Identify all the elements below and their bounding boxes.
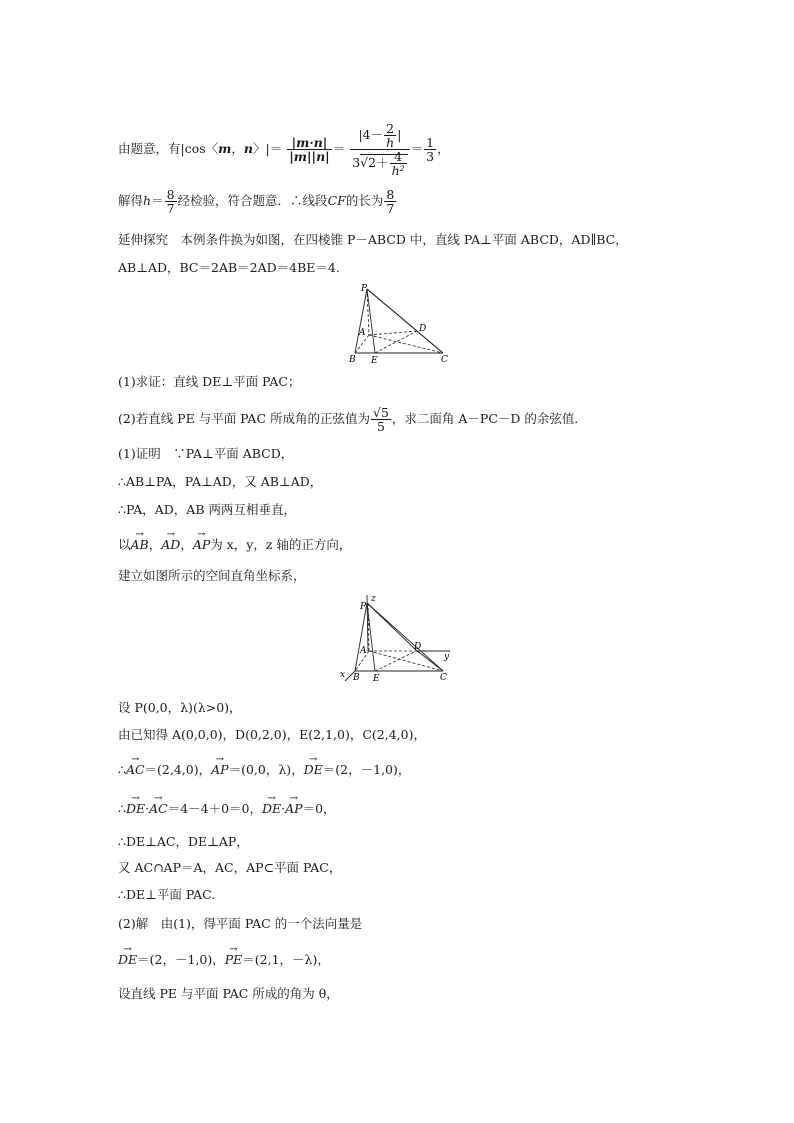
proof-line-4: 以→ AB，→ AD，→ AP为 x，y，z 轴的正方向， [118,537,351,553]
proof-line-6: 设 P(0,0，λ)(λ>0)， [118,700,242,715]
solve-h-line: 解得h＝ $\frac{8}{7}$ 经检验，符合题意．∴线段CF的长为 $\frac{8}{7}$ [118,187,395,216]
proof-line-8: ∴→ AC＝(2,4,0)，→ AP＝(0,0，λ)，→ DE＝(2，－1,0)， [118,762,410,778]
solution-line-2: → DE＝(2，－1,0)，→ PE＝(2,1，－λ)， [118,952,330,968]
fraction-main: |4－ $\frac{2}{h}$ | 3√2＋ $\frac{4}{\text{h²}}$ [350,122,409,177]
pyramid-figure-1 [345,283,455,365]
solution-line-3: 设直线 PE 与平面 PAC 所成的角为 θ， [118,986,339,1001]
fig2-label-z: z [371,594,376,604]
fig2-label-e: E [373,674,380,683]
extension-problem-line-1: 延伸探究 本例条件换为如图，在四棱锥 P－ABCD 中，直线 PA⊥平面 ABCD，AD∥BC， [118,232,628,247]
fig2-label-a: A [360,646,367,656]
fig2-label-p: P [360,602,367,612]
proof-line-7: 由已知得 A(0,0,0)，D(0,2,0)，E(2,1,0)，C(2,4,0)， [118,727,426,742]
proof-line-9: ∴→ DE·→ AC＝4－4＋0＝0，→ DE·→ AP＝0， [118,801,336,817]
proof-line-3: ∴PA，AD，AB 两两互相垂直， [118,502,296,517]
proof-line-2: ∴AB⊥PA，PA⊥AD，又 AB⊥AD， [118,474,323,489]
fig2-label-d: D [414,642,422,652]
extension-problem-line-2: AB⊥AD，BC＝2AB＝2AD＝4BE＝4. [118,260,340,275]
fraction-result: $\frac{1}{3}$ [426,135,435,164]
fig1-label-d: D [419,324,427,334]
fig1-label-a: A [359,328,366,338]
proof-line-10: ∴DE⊥AC，DE⊥AP， [118,834,249,849]
question-2: (2)若直线 PE 与平面 PAC 所成角的正弦值为 $\frac{√5}{5}$ ，求二面角 A－PC－D 的余弦值． [118,405,587,434]
formula-cos-line: 由题意，有|cos〈m，n〉|＝ $\frac{|m\cdot n|}{|m||n|}$ ＝ |4－ $\frac{2}{h}$ | 3√2＋ $\frac{4}{\text{h²}}$ ＝ $\frac{1}{3}$ ， [118,121,450,178]
fraction-mn: $\frac{|m\cdot n|}{|m||n|}$ [289,135,330,164]
fig1-label-p: P [361,284,368,294]
fig1-label-e: E [371,356,378,365]
proof-line-1: (1)证明 ∵PA⊥平面 ABCD， [118,446,294,461]
proof-line-5: 建立如图所示的空间直角坐标系， [118,568,306,583]
fig2-label-c: C [440,673,447,683]
fig2-label-x: x [340,670,346,680]
proof-line-12: ∴DE⊥平面 PAC. [118,887,216,902]
question-1: (1)求证：直线 DE⊥平面 PAC； [118,374,301,389]
fig1-label-c: C [441,355,448,365]
pyramid-figure-2 [338,593,458,683]
fig1-label-b: B [349,355,356,365]
fig2-label-y: y [444,652,450,662]
proof-line-11: 又 AC∩AP＝A，AC，AP⊂平面 PAC， [118,860,342,875]
fig2-label-b: B [353,673,360,683]
solution-line-1: (2)解 由(1)，得平面 PAC 的一个法向量是 [118,916,363,931]
